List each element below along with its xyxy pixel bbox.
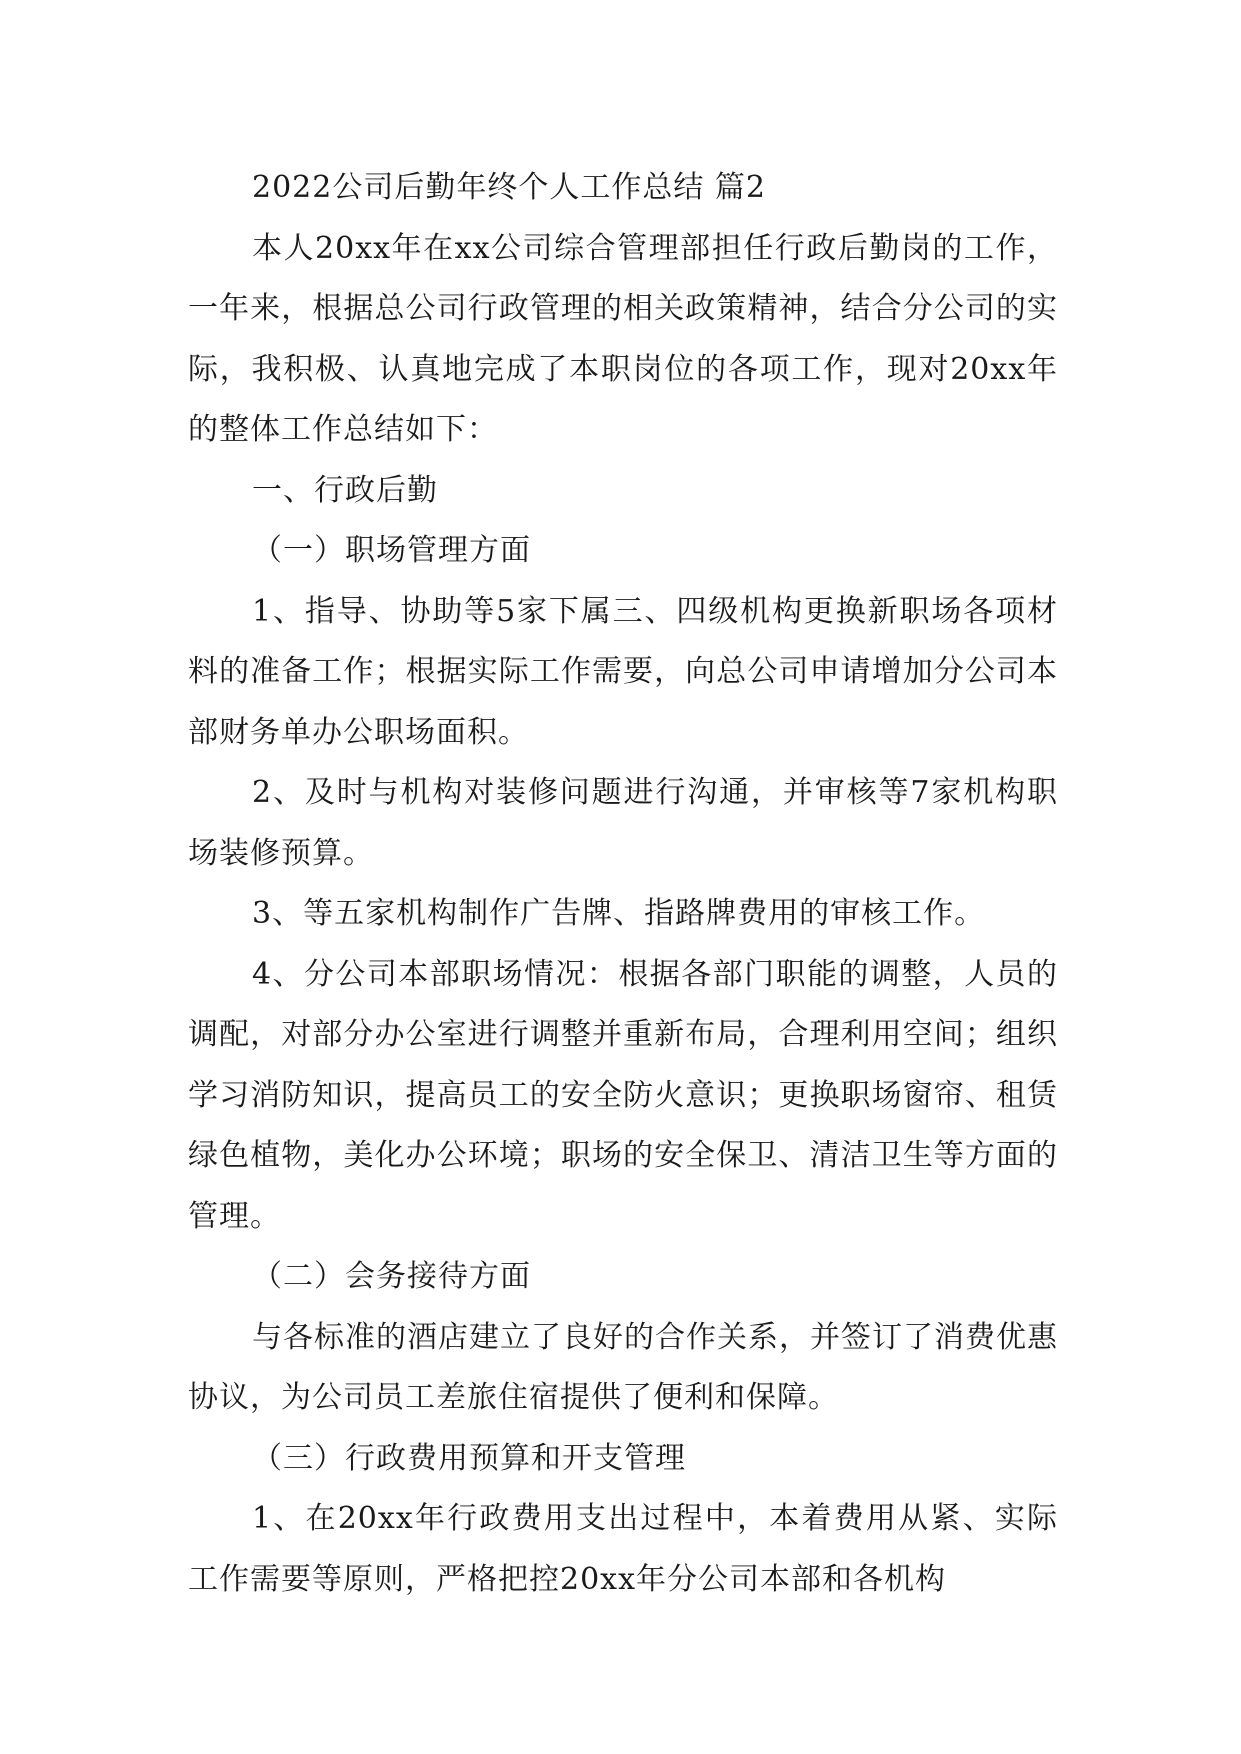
paragraph-item-3: 3、等五家机构制作广告牌、指路牌费用的审核工作。 (252, 896, 986, 931)
document-title: 2022公司后勤年终个人工作总结 篇2 (252, 170, 766, 205)
subsection-heading-workplace: （一）职场管理方面 (252, 533, 531, 568)
paragraph-item-4: 4、分公司本部职场情况：根据各部门职能的调整，人员的调配，对部分办公室进行调整并重新布局，合理利用空间；组织学习消防知识，提高员工的安全防火意识；更换职场窗帘、租赁绿色植物，美化办公环境；职场的安全保卫、清洁卫生等方面的管理。 (188, 956, 1058, 1234)
paragraph-item-2: 2、及时与机构对装修问题进行沟通，并审核等7家机构职场装修预算。 (188, 775, 1058, 871)
document-body (188, 158, 1058, 1610)
paragraph-reception: 与各标准的酒店建立了良好的合作关系，并签订了消费优惠协议，为公司员工差旅住宿提供了便利和保障。 (188, 1319, 1058, 1415)
subsection-heading-reception: （二）会务接待方面 (252, 1259, 531, 1294)
subsection-heading-budget: （三）行政费用预算和开支管理 (252, 1440, 686, 1476)
paragraph-item-1: 1、指导、协助等5家下属三、四级机构更换新职场各项材料的准备工作；根据实际工作需要，向总公司申请增加分公司本部财务单办公职场面积。 (188, 593, 1058, 750)
paragraph-budget-item-1: 1、在20xx年行政费用支出过程中，本着费用从紧、实际工作需要等原则，严格把控20xx年分公司本部和各机构 (188, 1501, 1058, 1597)
section-heading-admin-logistics: 一、行政后勤 (252, 472, 438, 508)
paragraph-intro: 本人20xx年在xx公司综合管理部担任行政后勤岗的工作，一年来，根据总公司行政管理的相关政策精神，结合分公司的实际，我积极、认真地完成了本职岗位的各项工作，现对20xx年的整体工作总结如下： (188, 230, 1058, 447)
